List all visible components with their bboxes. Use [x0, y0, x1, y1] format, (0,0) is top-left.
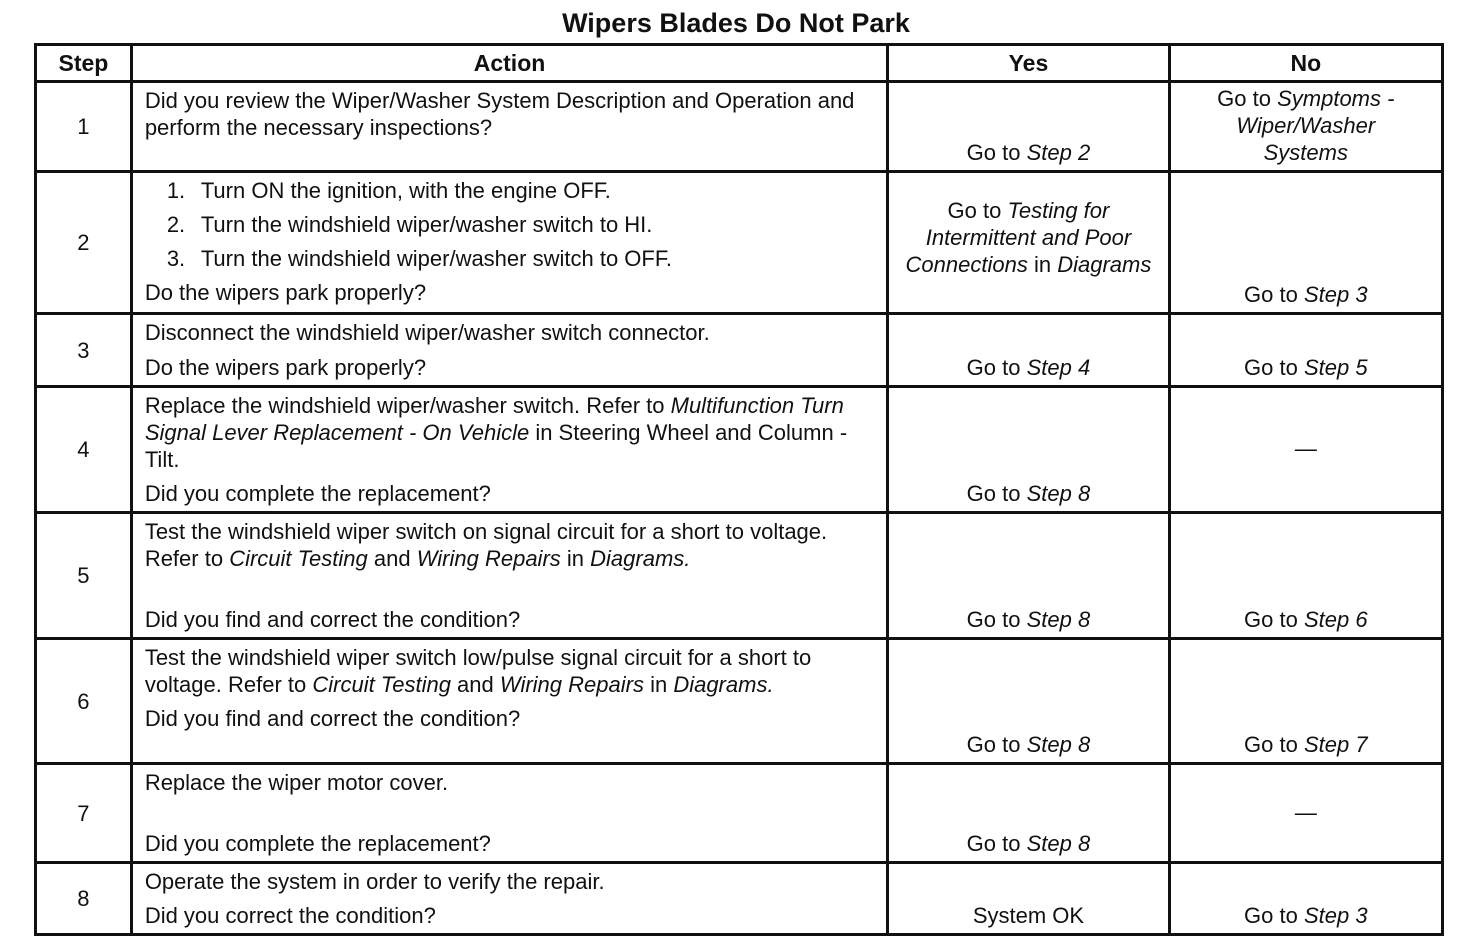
list-text: Turn the windshield wiper/washer switch to HI.: [200, 212, 653, 237]
list-text: Turn the windshield wiper/washer switch to OFF.: [200, 246, 672, 271]
wiring-repairs-link[interactable]: Wiring Repairs: [499, 672, 644, 697]
action-cell: [131, 314, 887, 387]
yes-cell: [888, 82, 1169, 172]
table-row: [36, 513, 1443, 639]
yes-prefix: Go to: [966, 607, 1027, 632]
yes-prefix: Go to: [947, 198, 1008, 223]
testing-link[interactable]: Testing for Intermittent and Poor Connections: [905, 198, 1132, 277]
action-cell: [131, 513, 887, 639]
action-text: [145, 518, 876, 572]
no-cell: [1169, 314, 1442, 387]
action-text-part: in: [643, 672, 674, 697]
action-text-part: Test the windshield wiper switch low/pulse signal circuit for a short to voltage. Refer to: [144, 645, 812, 697]
action-text-part: Replace the windshield wiper/washer switch. Refer to: [144, 393, 671, 418]
step-number: 6: [36, 639, 132, 764]
action-cell: [131, 639, 887, 764]
wiring-repairs-link[interactable]: Wiring Repairs: [416, 546, 561, 571]
action-text-part: and: [367, 546, 417, 571]
action-question: Do the wipers park properly?: [144, 355, 427, 380]
action-text: Replace the wiper motor cover.: [144, 770, 449, 795]
yes-prefix: Go to: [966, 355, 1027, 380]
diagrams-link[interactable]: Diagrams: [673, 672, 768, 697]
step-link[interactable]: Step 8: [1026, 732, 1091, 757]
list-number: 2.: [166, 212, 186, 237]
action-cell: [131, 387, 887, 513]
table-row: [36, 82, 1443, 172]
action-text: Did you review the Wiper/Washer System Description and Operation and perform the necessary inspections?: [144, 88, 855, 140]
action-text-part: in Steering Wheel and Column - Tilt.: [144, 420, 848, 472]
header-yes: Yes: [888, 45, 1169, 82]
circuit-testing-link[interactable]: Circuit Testing: [312, 672, 451, 697]
step-link[interactable]: Step 5: [1303, 355, 1368, 380]
dash-placeholder: —: [1294, 799, 1317, 825]
yes-cell: [888, 387, 1169, 513]
action-question: Did you correct the condition?: [144, 903, 436, 928]
no-prefix: Go to: [1244, 903, 1304, 928]
action-question: Did you complete the replacement?: [144, 831, 491, 856]
step-number: 8: [36, 863, 132, 935]
action-text-part: .: [684, 546, 691, 571]
action-cell: [131, 172, 887, 314]
step-link[interactable]: Step 8: [1026, 481, 1091, 506]
action-cell: [131, 863, 887, 935]
step-number: 4: [36, 387, 132, 513]
header-step: Step: [36, 45, 132, 82]
circuit-testing-link[interactable]: Circuit Testing: [229, 546, 368, 571]
action-text-part: and: [450, 672, 500, 697]
step-link[interactable]: Step 4: [1026, 355, 1091, 380]
header-row: [36, 45, 1443, 82]
step-link[interactable]: Step 6: [1303, 607, 1368, 632]
step-number: 1: [36, 82, 132, 172]
yes-prefix: Go to: [966, 831, 1027, 856]
step-number: 3: [36, 314, 132, 387]
table-row: [36, 314, 1443, 387]
step-link[interactable]: Step 7: [1303, 732, 1368, 757]
reference-link[interactable]: Multifunction Turn Signal Lever Replacement - On Vehicle: [144, 393, 844, 445]
action-text: [145, 644, 876, 698]
list-number: 3.: [166, 246, 186, 271]
step-link[interactable]: Step 3: [1303, 903, 1368, 928]
no-prefix: Go to: [1244, 732, 1304, 757]
header-no: No: [1169, 45, 1442, 82]
yes-prefix: Go to: [966, 481, 1027, 506]
system-ok-text: System OK: [972, 903, 1085, 928]
diagnostic-table: [34, 43, 1444, 936]
action-text: Operate the system in order to verify the repair.: [144, 869, 605, 894]
table-row: [36, 639, 1443, 764]
action-text-part: Test the windshield wiper switch on signal circuit for a short to voltage. Refer to: [144, 519, 828, 571]
no-cell: [1169, 513, 1442, 639]
action-question: Did you find and correct the condition?: [144, 706, 521, 731]
page-title: Wipers Blades Do Not Park: [562, 8, 910, 38]
diagrams-link[interactable]: Diagrams: [1057, 252, 1152, 277]
symptoms-link[interactable]: Symptoms - Wiper/Washer Systems: [1236, 86, 1395, 165]
action-question: Did you find and correct the condition?: [144, 607, 521, 632]
list-item: [145, 211, 876, 238]
action-question: Did you complete the replacement?: [144, 481, 491, 506]
no-cell: [1169, 172, 1442, 314]
table-row: [36, 764, 1443, 863]
yes-cell: [888, 764, 1169, 863]
yes-cell: [888, 639, 1169, 764]
table-row: [36, 387, 1443, 513]
action-text-part: in: [560, 546, 591, 571]
action-text: [145, 392, 876, 473]
no-cell: [1169, 863, 1442, 935]
yes-mid: in: [1027, 252, 1058, 277]
step-link[interactable]: Step 8: [1026, 831, 1091, 856]
diagrams-link[interactable]: Diagrams: [590, 546, 685, 571]
table-row: [36, 172, 1443, 314]
header-action: Action: [131, 45, 887, 82]
step-number: 5: [36, 513, 132, 639]
list-number: 1.: [166, 178, 186, 203]
action-cell: [131, 82, 887, 172]
no-prefix: Go to: [1244, 607, 1304, 632]
no-cell: [1169, 764, 1442, 863]
list-text: Turn ON the ignition, with the engine OFF.: [200, 178, 611, 203]
dash-placeholder: —: [1294, 436, 1317, 461]
yes-prefix: Go to: [966, 732, 1027, 757]
no-cell: [1169, 639, 1442, 764]
yes-cell: [888, 172, 1169, 314]
yes-cell: [888, 513, 1169, 639]
no-prefix: Go to: [1244, 355, 1304, 380]
step-link[interactable]: Step 8: [1026, 607, 1091, 632]
no-prefix: Go to: [1217, 86, 1278, 111]
step-number: 7: [36, 764, 132, 863]
no-prefix: Go to: [1244, 282, 1304, 307]
step-number: 2: [36, 172, 132, 314]
action-cell: [131, 764, 887, 863]
yes-cell: [888, 863, 1169, 935]
action-question: Do the wipers park properly?: [144, 280, 427, 305]
yes-prefix: Go to: [966, 140, 1027, 165]
list-item: [145, 177, 876, 204]
table-row: [36, 863, 1443, 935]
action-text-part: .: [767, 672, 774, 697]
yes-cell: [888, 314, 1169, 387]
list-item: [145, 245, 876, 272]
action-text: Disconnect the windshield wiper/washer switch connector.: [144, 320, 710, 345]
step-link[interactable]: Step 2: [1026, 140, 1091, 165]
no-cell: [1169, 387, 1442, 513]
step-link[interactable]: Step 3: [1303, 282, 1368, 307]
no-cell: [1169, 82, 1442, 172]
